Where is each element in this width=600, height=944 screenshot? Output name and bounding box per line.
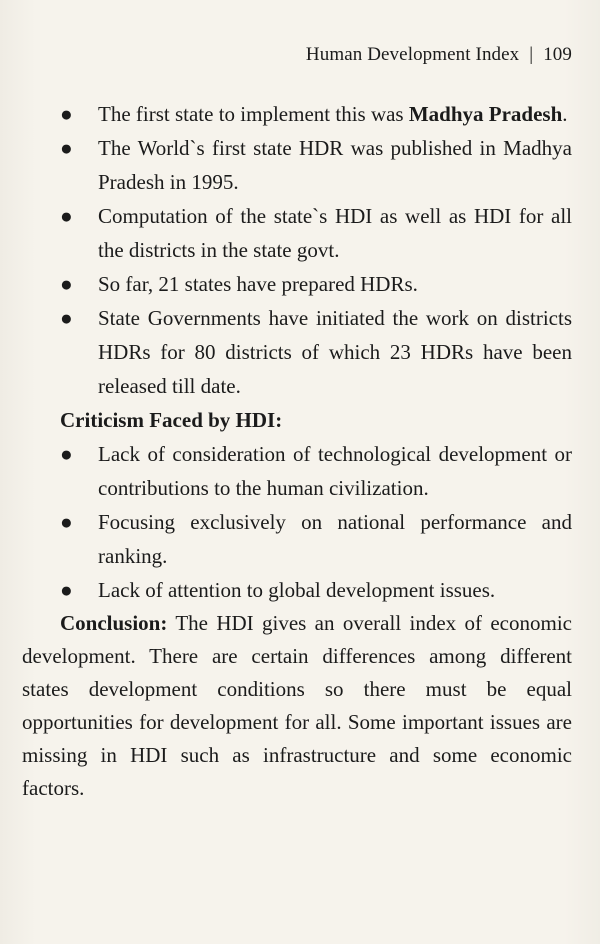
bullet-text: Focusing exclusively on national performance and ranking.	[98, 510, 572, 568]
list-item	[0, 131, 600, 199]
list-item	[0, 301, 600, 403]
bullet-text: The first state to implement this was	[98, 102, 409, 126]
bullet-icon: ●	[60, 442, 73, 466]
bullet-icon: ●	[60, 578, 73, 602]
header-separator: |	[529, 44, 534, 65]
conclusion-paragraph	[0, 607, 600, 805]
bullet-text: So far, 21 states have prepared HDRs.	[98, 272, 418, 296]
list-item	[0, 505, 600, 573]
list-item	[0, 199, 600, 267]
bullet-icon: ●	[60, 136, 73, 160]
bullet-text: Lack of consideration of technological development or contributions to the human civilization.	[98, 442, 572, 500]
conclusion-text: The HDI gives an overall index of economic development. There are certain differences among different states development conditions so there must be equal opportunities for development for all. Some important issues are missing in HDI such as infrastructure and some economic factors.	[22, 611, 572, 800]
bullet-icon: ●	[60, 204, 73, 228]
running-header	[306, 44, 572, 66]
bullet-text-bold: Madhya Pradesh	[408, 102, 563, 126]
bullet-list-implementation	[0, 97, 600, 403]
bullet-icon: ●	[60, 510, 73, 534]
conclusion-label: Conclusion:	[60, 611, 168, 635]
section-heading-criticism: Criticism Faced by HDI:	[60, 408, 283, 432]
list-item	[0, 573, 600, 607]
bullet-text: State Governments have initiated the work on districts HDRs for 80 districts of which 23 HDRs have been released till date.	[98, 306, 572, 398]
bullet-icon: ●	[60, 306, 73, 330]
list-item	[0, 437, 600, 505]
bullet-text-tail: .	[562, 102, 568, 126]
bullet-list-criticism	[0, 437, 600, 607]
bullet-text: Computation of the state`s HDI as well as HDI for all the districts in the state govt.	[98, 204, 572, 262]
bullet-text: The World`s first state HDR was published in Madhya Pradesh in 1995.	[98, 136, 572, 194]
bullet-icon: ●	[60, 272, 73, 296]
bullet-text: Lack of attention to global development issues.	[98, 578, 496, 602]
list-item	[0, 267, 600, 301]
bullet-icon: ●	[60, 102, 73, 126]
page-content	[0, 97, 600, 805]
header-title: Human Development Index	[305, 44, 520, 65]
list-item	[0, 97, 600, 131]
page-number: 109	[543, 44, 572, 65]
